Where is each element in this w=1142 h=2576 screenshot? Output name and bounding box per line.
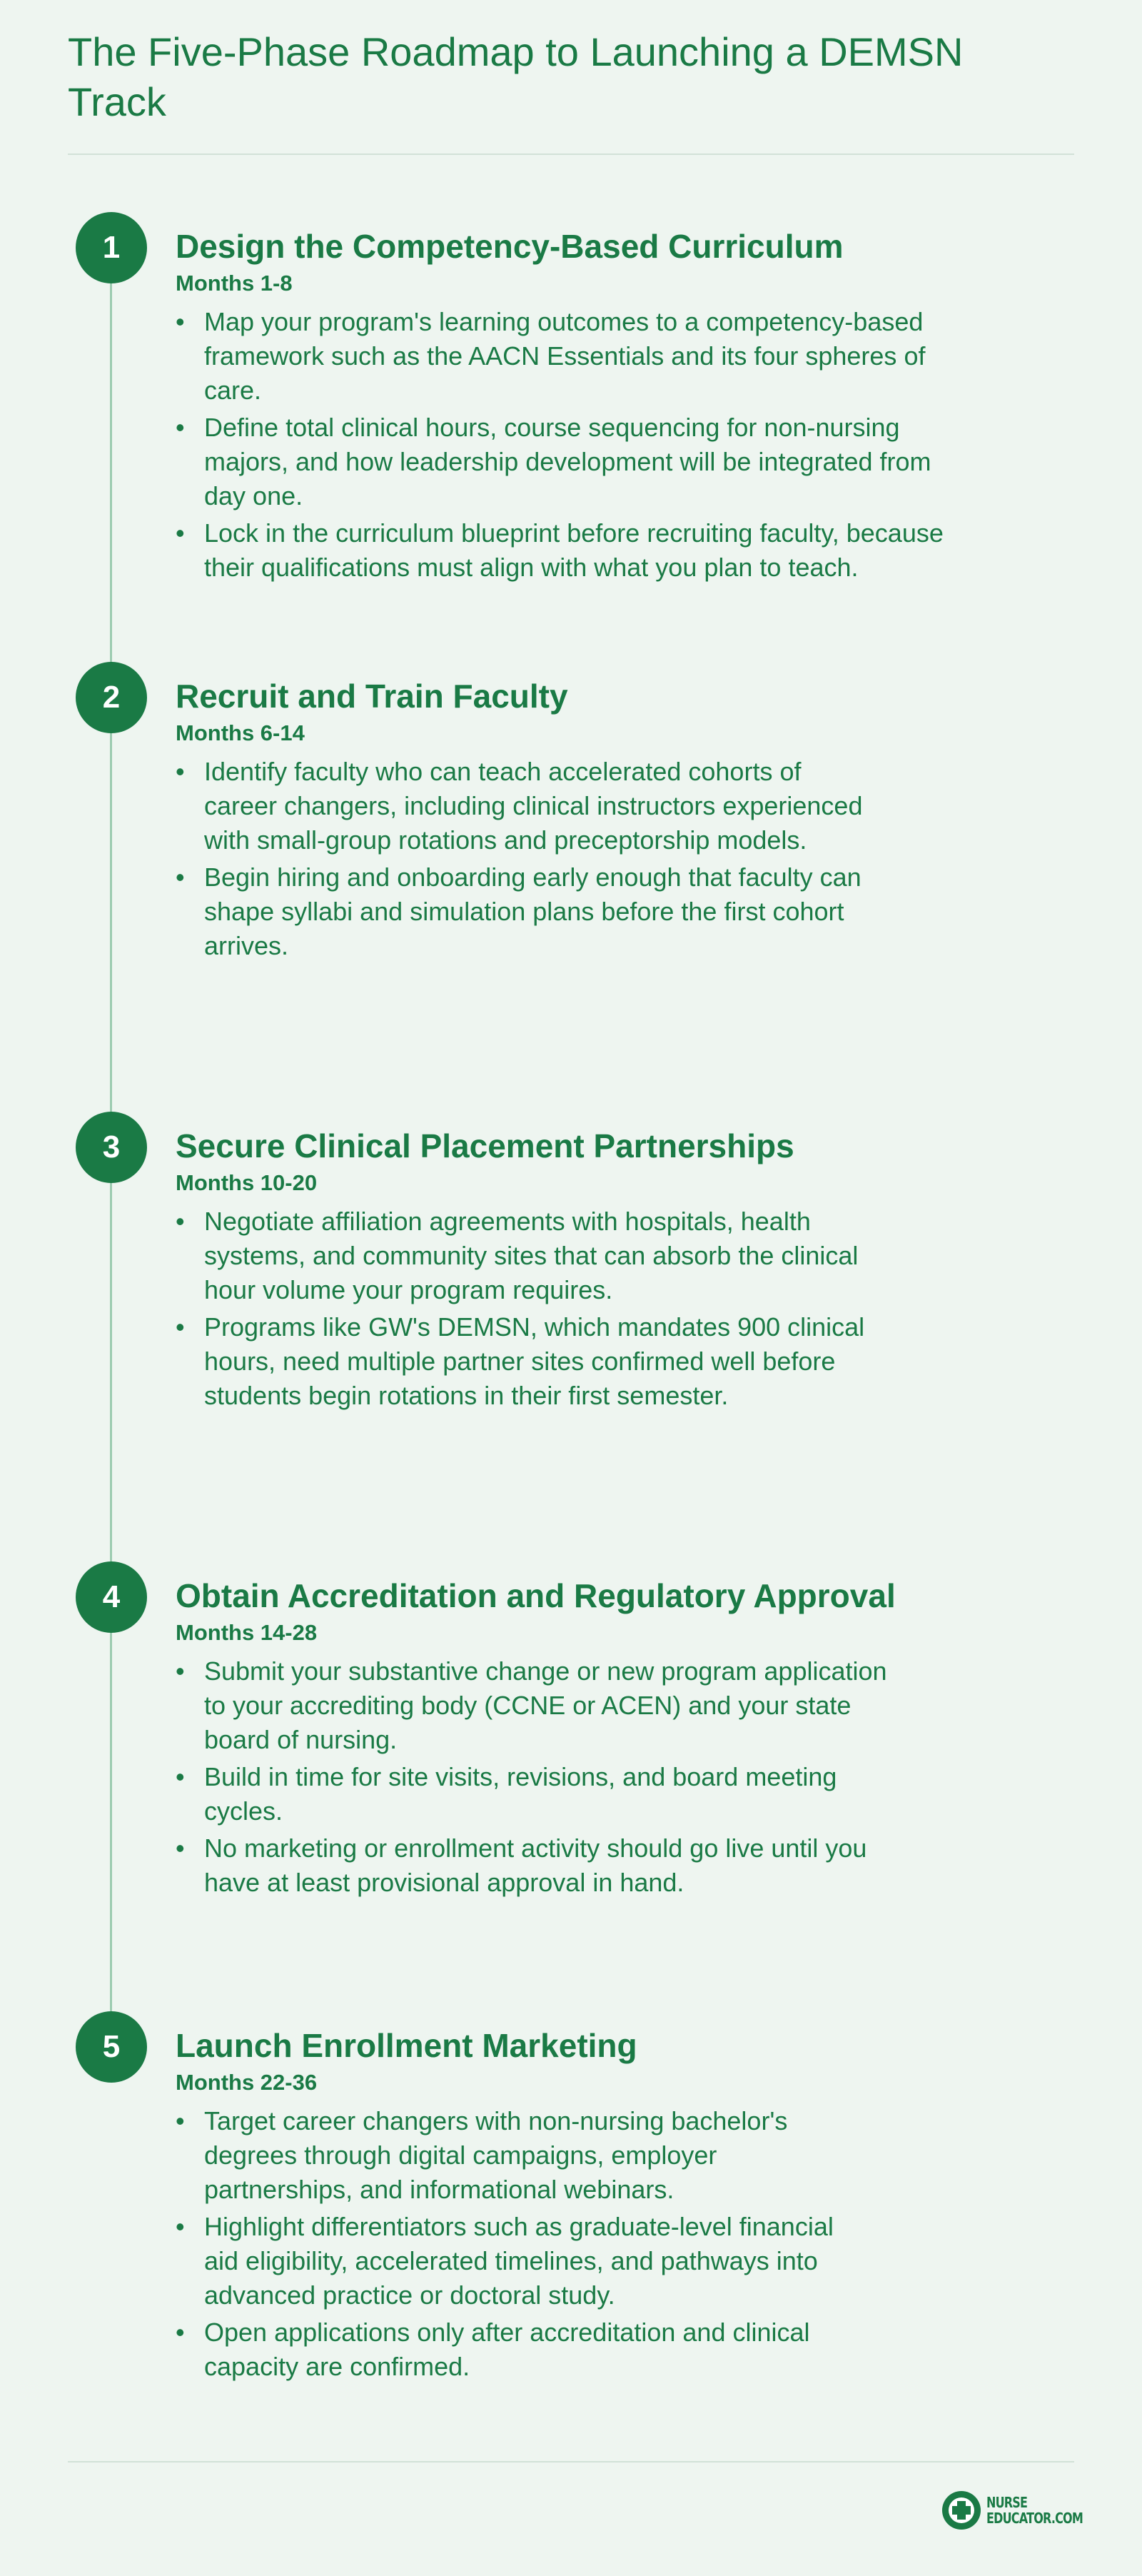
- bullet-icon: •: [176, 2106, 185, 2135]
- bullet-icon: •: [176, 1312, 185, 1342]
- bullet-icon: •: [176, 518, 185, 548]
- footer-divider: [68, 2461, 1074, 2462]
- bullet-text: No marketing or enrollment activity should go live until you have at least provisional approval in hand.: [204, 1833, 867, 1897]
- bullet-icon: •: [176, 1833, 185, 1863]
- phase-title: Launch Enrollment Marketing: [176, 2027, 637, 2064]
- phase-number-badge: 4: [76, 1561, 147, 1633]
- bullet-icon: •: [176, 1656, 185, 1686]
- list-item: [176, 1310, 889, 1413]
- phase-months: Months 6-14: [176, 720, 305, 745]
- phase-bullets: [176, 2104, 847, 2387]
- phase-months: Months 1-8: [176, 271, 293, 296]
- phase-number-badge: 5: [76, 2011, 147, 2083]
- list-item: [176, 2210, 847, 2313]
- bullet-icon: •: [176, 862, 185, 892]
- bullet-icon: •: [176, 1762, 185, 1791]
- phase-months: Months 10-20: [176, 1170, 318, 1195]
- bullet-icon: •: [176, 2212, 185, 2241]
- logo-wordmark: [986, 2495, 1083, 2526]
- phase-title: Obtain Accreditation and Regulatory Approval: [176, 1577, 896, 1614]
- bullet-text: Build in time for site visits, revisions, and board meeting cycles.: [204, 1762, 837, 1826]
- bullet-text: Target career changers with non-nursing bachelor's degrees through digital campaigns, employer partnerships, and informational webinars.: [204, 2106, 788, 2204]
- bullet-text: Map your program's learning outcomes to a competency-based framework such as the AACN Essentials and its four spheres of care.: [204, 307, 926, 405]
- phase-bullets: [176, 1654, 904, 1903]
- bullet-text: Open applications only after accreditation and clinical capacity are confirmed.: [204, 2318, 810, 2381]
- page-title: The Five-Phase Roadmap to Launching a DEMSN Track: [68, 29, 964, 124]
- list-item: [176, 1831, 904, 1900]
- bullet-icon: •: [176, 1207, 185, 1236]
- phase-months: Months 14-28: [176, 1620, 318, 1645]
- phase-bullets: [176, 1204, 889, 1416]
- header-divider: [68, 154, 1074, 155]
- bullet-text: Negotiate affiliation agreements with hospitals, health systems, and community sites that can absorb the clinical hour volume your program requires.: [204, 1207, 859, 1304]
- list-item: [176, 1654, 904, 1757]
- bullet-icon: •: [176, 2318, 185, 2347]
- bullet-icon: •: [176, 757, 185, 786]
- phase-title: Recruit and Train Faculty: [176, 678, 568, 715]
- bullet-icon: •: [176, 413, 185, 442]
- list-item: [176, 1760, 904, 1828]
- bullet-text: Submit your substantive change or new program application to your accrediting body (CCNE or ACEN) and your state board of nursing.: [204, 1656, 887, 1754]
- logo-line-2: EDUCATOR.COM: [986, 2510, 1083, 2527]
- bullet-text: Lock in the curriculum blueprint before recruiting faculty, because their qualifications must align with what you plan to teach.: [204, 518, 944, 582]
- list-item: [176, 1204, 889, 1307]
- phase-bullets: [176, 305, 946, 588]
- list-item: [176, 2104, 847, 2207]
- bullet-text: Begin hiring and onboarding early enough that faculty can shape syllabi and simulation plans before the first cohort arrives.: [204, 862, 861, 960]
- list-item: [176, 411, 946, 513]
- medical-cross-icon: [942, 2491, 981, 2530]
- phase-number-badge: 3: [76, 1112, 147, 1183]
- nurse-educator-logo: [942, 2491, 1107, 2530]
- phase-title: Secure Clinical Placement Partnerships: [176, 1127, 794, 1164]
- bullet-text: Programs like GW's DEMSN, which mandates 900 clinical hours, need multiple partner sites confirmed well before students begin rotations in their first semester.: [204, 1312, 865, 1410]
- bullet-text: Define total clinical hours, course sequencing for non-nursing majors, and how leadership development will be integrated from day one.: [204, 413, 931, 510]
- bullet-text: Identify faculty who can teach accelerated cohorts of career changers, including clinical instructors experienced with small-group rotations and preceptorship models.: [204, 757, 863, 855]
- list-item: [176, 516, 946, 585]
- phase-number-badge: 1: [76, 212, 147, 283]
- list-item: [176, 2315, 847, 2384]
- list-item: [176, 305, 946, 408]
- phase-bullets: [176, 755, 875, 966]
- bullet-text: Highlight differentiators such as graduate-level financial aid eligibility, accelerated timelines, and pathways into advanced practice or doctoral study.: [204, 2212, 834, 2310]
- phase-months: Months 22-36: [176, 2070, 318, 2095]
- phase-title: Design the Competency-Based Curriculum: [176, 228, 844, 265]
- logo-line-1: NURSE: [986, 2494, 1028, 2511]
- bullet-icon: •: [176, 307, 185, 336]
- phase-number-badge: 2: [76, 662, 147, 733]
- list-item: [176, 755, 875, 857]
- list-item: [176, 860, 875, 963]
